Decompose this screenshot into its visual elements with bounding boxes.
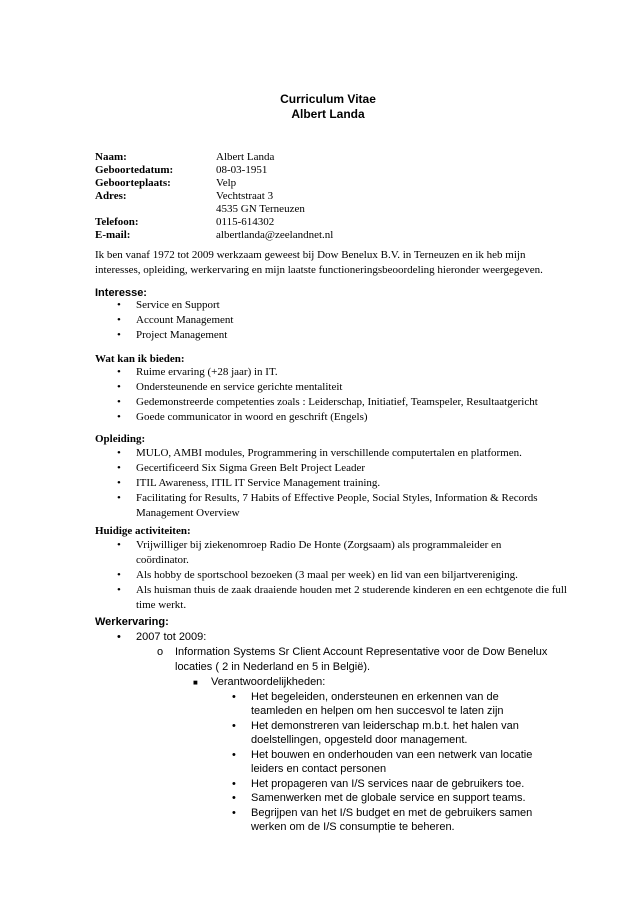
geboorteplaats-label: Geboorteplaats:	[95, 177, 171, 189]
role-line1: Information Systems Sr Client Account Representative voor de Dow Benelux	[175, 646, 548, 658]
list-item: • ITIL Awareness, ITIL IT Service Management training.	[117, 477, 381, 489]
bullet-icon: •	[117, 411, 121, 423]
bieden-list	[95, 365, 555, 425]
bullet-icon: •	[232, 792, 236, 804]
list-item: • Project Management	[117, 329, 228, 341]
adres-line1: Vechtstraat 3	[216, 190, 274, 202]
adres-label: Adres:	[95, 190, 127, 202]
list-item: • Facilitating for Results, 7 Habits of Effective People, Social Styles, Information & Records Management Overview	[117, 492, 538, 519]
bullet-icon: •	[232, 749, 236, 761]
interesse-heading: Interesse:	[95, 287, 147, 299]
bullet-icon: •	[117, 584, 121, 596]
bieden-heading: Wat kan ik bieden:	[95, 353, 185, 365]
email-label: E-mail:	[95, 229, 131, 241]
resp-item-4-line1: Het propageren van I/S services naar de gebruikers toe.	[251, 778, 525, 790]
opleiding-heading: Opleiding:	[95, 433, 146, 445]
resp-item-2-line1: Het demonstreren van leiderschap m.b.t. het halen van	[251, 720, 519, 732]
bullet-icon: •	[117, 329, 121, 341]
list-item: • MULO, AMBI modules, Programmering in verschillende computertalen en platformen.	[117, 447, 522, 459]
werkervaring-period: 2007 tot 2009:	[136, 631, 207, 643]
list-item: • Gecertificeerd Six Sigma Green Belt Project Leader	[117, 462, 366, 474]
square-bullet-icon: ■	[193, 678, 198, 687]
adres-line2: 4535 GN Terneuzen	[216, 203, 305, 215]
resp-item-5-line1: Samenwerken met de globale service en support teams.	[251, 792, 526, 804]
circle-bullet-icon: o	[157, 646, 164, 658]
bullet-icon: •	[117, 569, 121, 581]
activiteiten-list	[95, 538, 567, 613]
list-item: • Gedemonstreerde competenties zoals : Leiderschap, Initiatief, Teamspeler, Resultaatgericht	[117, 396, 538, 408]
list-item: • Service en Support	[117, 299, 220, 311]
interesse-list	[95, 298, 555, 343]
bullet-icon: •	[117, 381, 121, 393]
bullet-icon: •	[117, 299, 121, 311]
resp-item-6-line2: werken om de I/S consumptie te beheren.	[251, 821, 455, 833]
bullet-icon: •	[117, 314, 121, 326]
telefoon-label: Telefoon:	[95, 216, 139, 228]
role-line2: locaties ( 2 in Nederland en 5 in België).	[175, 661, 371, 673]
list-item: • Als hobby de sportschool bezoeken (3 maal per week) en lid van een biljartvereniging.	[117, 569, 518, 581]
bullet-icon: •	[117, 447, 121, 459]
resp-heading: Verantwoordelijkheden:	[211, 676, 326, 688]
bullet-icon: •	[117, 396, 121, 408]
bullet-icon: •	[117, 366, 121, 378]
list-item: • Ruime ervaring (+28 jaar) in IT.	[117, 366, 278, 378]
intro-paragraph: Ik ben vanaf 1972 tot 2009 werkzaam geweest bij Dow Benelux B.V. in Terneuzen en ik heb mijn interesses, opleiding, werkervaring en mijn laatste functioneringsbeoordeling hieronder weergegeven.	[95, 249, 543, 276]
werkervaring-heading: Werkervaring:	[95, 616, 169, 628]
bullet-icon: •	[117, 477, 121, 489]
bullet-icon: •	[232, 691, 236, 703]
list-item: • Als huisman thuis de zaak draaiende houden met 2 studerende kinderen en een echtgenote die full time werkt.	[117, 584, 567, 611]
geboortedatum-value: 08-03-1951	[216, 164, 268, 176]
bullet-icon: •	[232, 720, 236, 732]
resp-item-2-line2: doelstellingen, opgesteld door management.	[251, 734, 468, 746]
bullet-icon: •	[117, 631, 121, 643]
telefoon-value: 0115-614302	[216, 216, 275, 228]
list-item: • Goede communicator in woord en geschrift (Engels)	[117, 411, 368, 423]
list-item: • Ondersteunende en service gerichte mentaliteit	[117, 381, 343, 393]
document-subtitle-name: Albert Landa	[291, 107, 365, 121]
list-item: • Account Management	[117, 314, 234, 326]
resp-item-1-line1: Het begeleiden, ondersteunen en erkennen van de	[251, 691, 499, 703]
bullet-icon: •	[117, 462, 121, 474]
resp-item-1-line2: teamleden en helpen om hen succesvol te laten zijn	[251, 705, 504, 717]
naam-label: Naam:	[95, 151, 127, 163]
resp-item-3-line1: Het bouwen en onderhouden van een netwerk van locatie	[251, 749, 533, 761]
resp-item-6-line1: Begrijpen van het I/S budget en met de gebruikers samen	[251, 807, 533, 819]
list-item: • Vrijwilliger bij ziekenomroep Radio De Honte (Zorgsaam) als programmaleider en coördinator.	[117, 539, 502, 566]
email-value: albertlanda@zeelandnet.nl	[216, 229, 334, 241]
activiteiten-heading: Huidige activiteiten:	[95, 525, 191, 537]
naam-value: Albert Landa	[216, 151, 275, 163]
opleiding-list	[95, 446, 555, 521]
bullet-icon: •	[232, 807, 236, 819]
geboorteplaats-value: Velp	[216, 177, 237, 189]
bullet-icon: •	[232, 778, 236, 790]
resp-item-3-line2: leiders en contact personen	[251, 763, 387, 775]
document-title: Curriculum Vitae	[280, 92, 376, 106]
bullet-icon: •	[117, 492, 121, 504]
geboortedatum-label: Geboortedatum:	[95, 164, 174, 176]
bullet-icon: •	[117, 539, 121, 551]
